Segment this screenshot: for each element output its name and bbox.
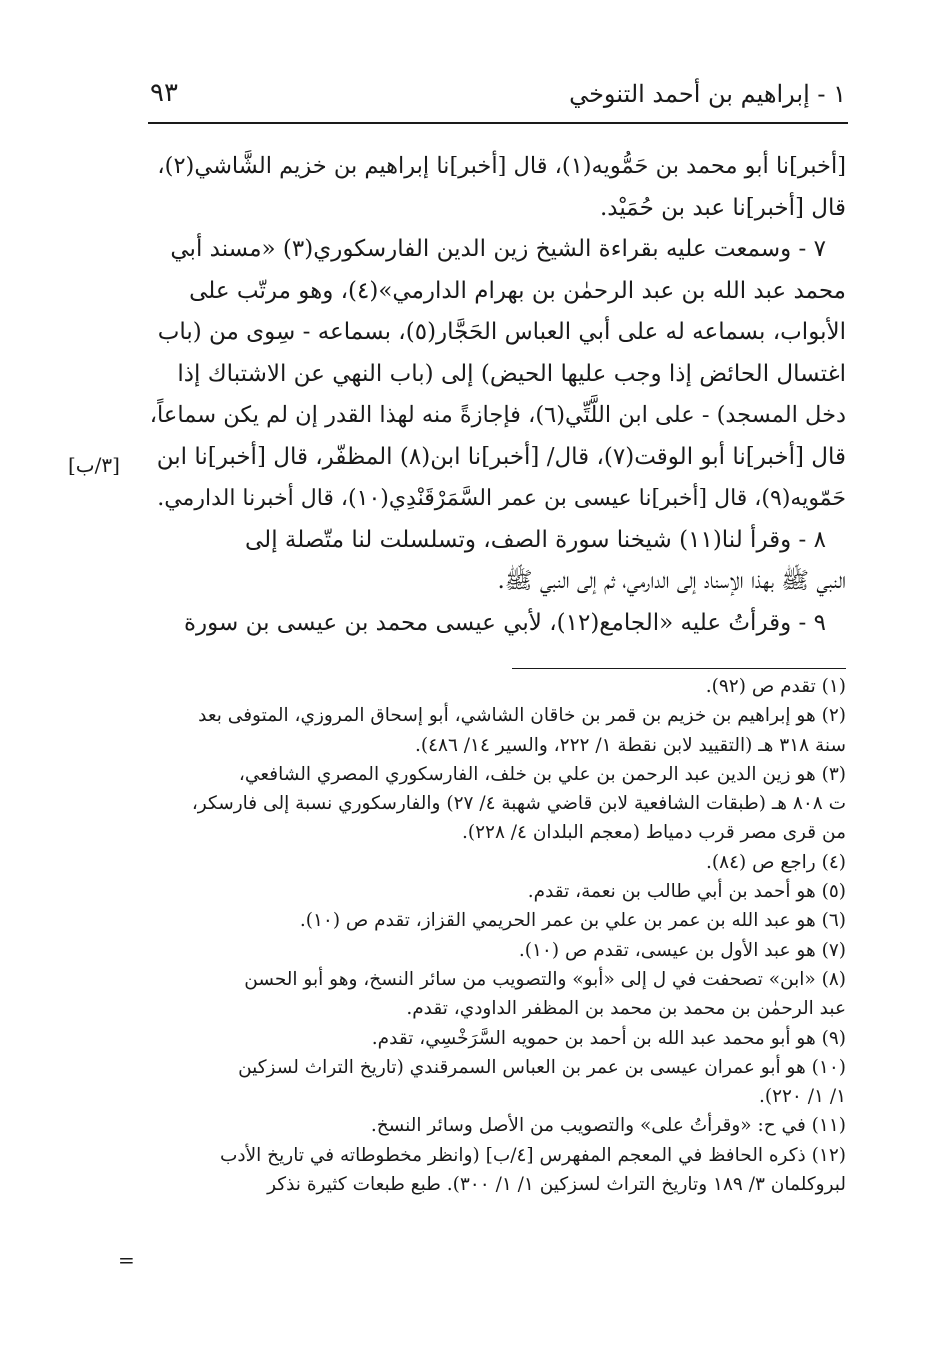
footnote-line: (٧) هو عبد الأول بن عيسى، تقدم ص (١٠). [518, 939, 846, 961]
footnote-line: سنة ٣١٨ هـ (التقييد لابن نقطة ١/ ٢٢٢، والسير ١٤/ ٤٨٦). [414, 734, 846, 756]
main-line: [أخبر]نا أبو محمد بن حَمُّويه(١)، قال [أخبر]نا إبراهيم بن خزيم الشَّاشي(٢)، [157, 153, 846, 179]
footnote-line: من قرى مصر قرب دمياط (معجم البلدان ٤/ ٢٢٨). [461, 822, 846, 844]
header-divider [148, 122, 848, 124]
main-line: اغتسال الحائض إذا وجب عليها الحيض) إلى (باب النهي عن الاشتباك إذا [177, 360, 846, 387]
footnote-line: لبروكلمان ٣/ ١٨٩ وتاريخ التراث لسزكين ١/ ١/ ٣٠٠). طبع طبعات كثيرة نذكر [267, 1174, 846, 1196]
footnote-line: (١) تقدم ص (٩٢). [705, 676, 846, 697]
main-line: دخل المسجد) - على ابن اللَّتِّي(٦)، فإجازةً منه لهذا القدر إن لم يكن سماعاً، [149, 402, 846, 428]
footnote-line: (١١) في ح: «وقرأتُ على» والتصويب من الأصل وسائر النسخ. [370, 1115, 846, 1137]
footnote-line: ت ٨٠٨ هـ (طبقات الشافعية لابن قاضي شهبة ٤/ ٢٧) والفارسكوري نسبة إلى فارسكر، [191, 793, 846, 815]
chapter-title: ١ - إبراهيم بن أحمد التنوخي [569, 80, 846, 108]
footnote-line: (٥) هو أحمد بن أبي طالب بن نعمة، تقدم. [527, 881, 846, 903]
footnote-line: (٨) «ابن» تصحفت في ل إلى «أبو» والتصويب من سائر النسخ، وهو أبو الحسن [244, 968, 846, 990]
footnote-line: (٣) هو زين الدين عبد الرحمن بن علي بن خلف، الفارسكوري المصري الشافعي، [238, 763, 846, 785]
main-line: ٩ - وقرأتُ عليه «الجامع(١٢)، لأبي عيسى محمد بن عيسى بن سورة [183, 609, 826, 636]
main-line: محمد عبد الله بن عبد الرحمٰن بن بهرام الدارمي»(٤)، وهو مرتّب على [189, 277, 846, 304]
main-line: ٧ - وسمعت عليه بقراءة الشيخ زين الدين الفارسكوري(٣) «مسند أبي [170, 236, 826, 262]
page-number: ٩٣ [150, 78, 178, 108]
footnote-line: (٢) هو إبراهيم بن خزيم بن قمر بن خاقان الشاشي، أبو إسحاق المروزي، المتوفى بعد [198, 705, 846, 727]
main-line: حَمّويه(٩)، قال [أخبر]نا عيسى بن عمر السَّمَرْقَنْدِي(١٠)، قال أخبرنا الدارمي. [157, 486, 846, 511]
footnote-line: (١٢) ذكره الحافظ في المعجم المفهرس [٤/ب] (وانظر مخطوطاته في تاريخ الأدب [219, 1144, 846, 1166]
footnote-line: (٤) راجع ص (٨٤). [706, 851, 846, 873]
footnotes [150, 672, 846, 1199]
main-line: النبي ﷺ بهذا الإسناد إلى الدارمي، ثم إلى النبي ﷺ. [497, 568, 846, 594]
manuscript-folio-ref: [٣/ب] [68, 453, 120, 477]
main-line: قال [أخبر]نا عبد بن حُمَيْد. [599, 194, 846, 221]
footnote-line: عبد الرحمٰن بن محمد بن محمد بن المظفر الداودي، تقدم. [406, 998, 846, 1020]
footnote-line: ١/ ١/ ٢٢٠). [758, 1086, 846, 1108]
footnote-line: (٩) هو أبو محمد عبد الله بن أحمد بن حمويه السَّرَخْسِي، تقدم. [371, 1027, 846, 1049]
main-line: قال [أخبر]نا أبو الوقت(٧)، قال/ [أخبر]نا ابن(٨) المظفّر، قال [أخبر]نا ابن [156, 443, 846, 470]
running-header [150, 76, 846, 120]
continuation-mark: = [118, 1248, 135, 1272]
main-text [150, 146, 846, 644]
footnote-line: (١٠) هو أبو عمران عيسى بن عمر بن العباس السمرقندي (تاريخ التراث لسزكين [238, 1056, 846, 1078]
footnote-divider [512, 668, 846, 669]
footnote-line: (٦) هو عبد الله بن عمر بن علي بن عمر الحريمي القزاز، تقدم ص (١٠). [299, 910, 846, 932]
main-line: ٨ - وقرأ لنا(١١) شيخنا سورة الصف، وتسلسلت لنا متّصلة إلى [245, 526, 826, 553]
main-line: الأبواب، بسماعه له على أبي العباس الحَجَّار(٥)، بسماعه - سِوى من (باب [157, 319, 846, 345]
